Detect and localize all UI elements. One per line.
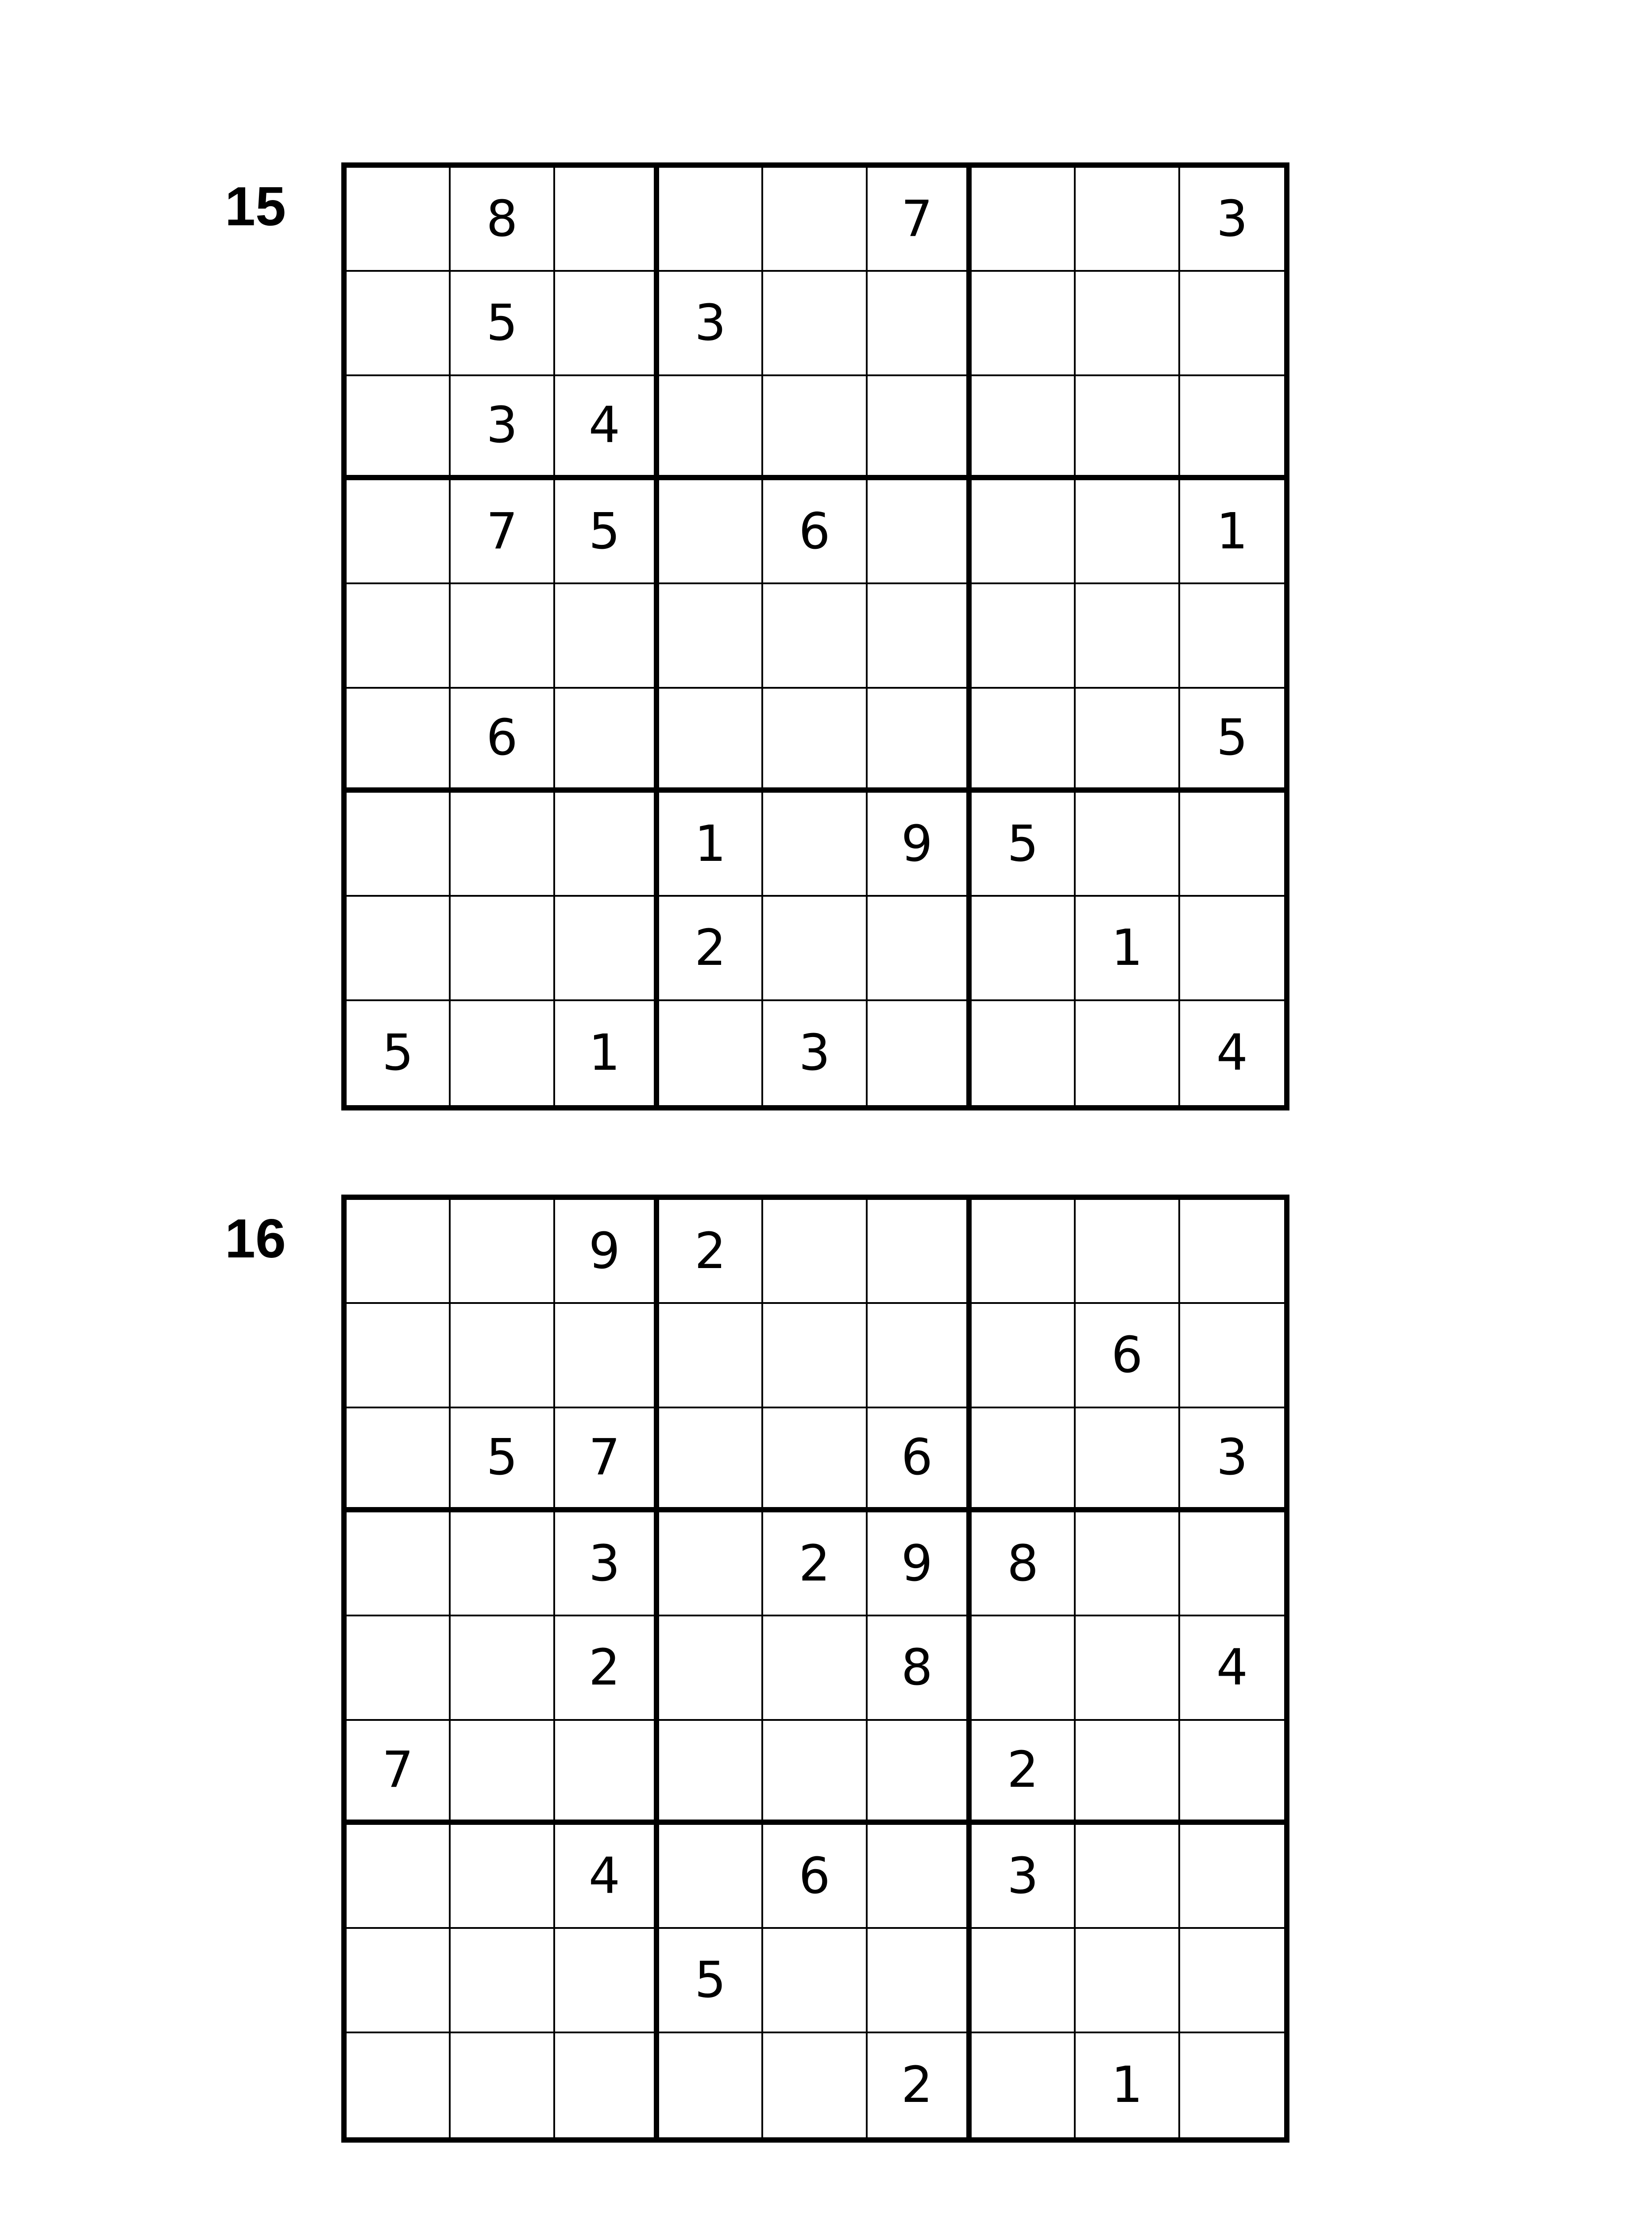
sudoku-cell[interactable]: 5 <box>659 1929 763 2033</box>
sudoku-cell[interactable] <box>972 1408 1076 1512</box>
sudoku-cell[interactable]: 2 <box>659 897 763 1001</box>
sudoku-cell[interactable] <box>1180 793 1284 897</box>
sudoku-cell[interactable] <box>555 584 659 688</box>
sudoku-cell[interactable] <box>659 376 763 480</box>
sudoku-cell[interactable] <box>972 272 1076 376</box>
sudoku-cell[interactable] <box>763 1200 867 1304</box>
sudoku-cell[interactable]: 2 <box>763 1512 867 1616</box>
sudoku-cell[interactable] <box>347 897 451 1001</box>
sudoku-cell[interactable] <box>868 1929 972 2033</box>
sudoku-cell[interactable] <box>1076 168 1180 272</box>
sudoku-cell[interactable] <box>659 1825 763 1929</box>
sudoku-cell[interactable] <box>763 272 867 376</box>
sudoku-cell[interactable] <box>972 1200 1076 1304</box>
sudoku-cell[interactable]: 5 <box>1180 689 1284 793</box>
sudoku-cell[interactable]: 1 <box>659 793 763 897</box>
sudoku-cell[interactable]: 2 <box>659 1200 763 1304</box>
sudoku-cell[interactable]: 9 <box>868 793 972 897</box>
sudoku-cell[interactable] <box>555 1304 659 1408</box>
sudoku-cell[interactable] <box>868 1200 972 1304</box>
sudoku-cell[interactable] <box>659 1001 763 1105</box>
sudoku-cell[interactable]: 3 <box>451 376 555 480</box>
sudoku-cell[interactable] <box>1180 2033 1284 2137</box>
sudoku-cell[interactable] <box>1180 376 1284 480</box>
sudoku-cell[interactable] <box>1180 1304 1284 1408</box>
sudoku-cell[interactable]: 5 <box>972 793 1076 897</box>
sudoku-cell[interactable] <box>1076 1001 1180 1105</box>
sudoku-cell[interactable]: 6 <box>763 480 867 584</box>
puzzle-number: 15 <box>225 176 286 237</box>
sudoku-cell[interactable] <box>972 897 1076 1001</box>
sudoku-cell[interactable] <box>972 1929 1076 2033</box>
sudoku-cell[interactable]: 2 <box>555 1616 659 1720</box>
sudoku-cell[interactable]: 7 <box>347 1721 451 1825</box>
sudoku-cell[interactable] <box>1076 689 1180 793</box>
sudoku-cell[interactable] <box>763 1408 867 1512</box>
sudoku-cell[interactable] <box>1076 376 1180 480</box>
sudoku-cell[interactable] <box>347 2033 451 2137</box>
sudoku-cell[interactable] <box>659 584 763 688</box>
sudoku-cell[interactable]: 6 <box>1076 1304 1180 1408</box>
sudoku-cell[interactable] <box>347 1929 451 2033</box>
sudoku-cell[interactable]: 1 <box>555 1001 659 1105</box>
sudoku-cell[interactable] <box>659 1408 763 1512</box>
sudoku-cell[interactable] <box>763 584 867 688</box>
sudoku-cell[interactable] <box>451 1721 555 1825</box>
sudoku-cell[interactable] <box>868 480 972 584</box>
sudoku-cell[interactable] <box>972 1001 1076 1105</box>
sudoku-cell[interactable]: 6 <box>451 689 555 793</box>
sudoku-cell[interactable] <box>451 1929 555 2033</box>
sudoku-cell[interactable] <box>451 1512 555 1616</box>
sudoku-cell[interactable] <box>659 689 763 793</box>
sudoku-cell[interactable] <box>1076 584 1180 688</box>
sudoku-cell[interactable] <box>763 2033 867 2137</box>
sudoku-cell[interactable] <box>972 689 1076 793</box>
sudoku-cell[interactable] <box>763 1616 867 1720</box>
sudoku-cell[interactable] <box>1076 1512 1180 1616</box>
sudoku-cell[interactable] <box>347 480 451 584</box>
sudoku-cell[interactable]: 7 <box>868 168 972 272</box>
sudoku-cell[interactable]: 7 <box>555 1408 659 1512</box>
sudoku-cell[interactable]: 7 <box>451 480 555 584</box>
sudoku-cell[interactable] <box>1076 1721 1180 1825</box>
sudoku-cell[interactable] <box>555 897 659 1001</box>
sudoku-cell[interactable] <box>555 793 659 897</box>
sudoku-cell[interactable] <box>555 1929 659 2033</box>
sudoku-cell[interactable] <box>555 272 659 376</box>
sudoku-cell[interactable] <box>659 1616 763 1720</box>
sudoku-cell[interactable] <box>659 2033 763 2137</box>
sudoku-cell[interactable] <box>763 897 867 1001</box>
sudoku-cell[interactable] <box>659 168 763 272</box>
sudoku-cell[interactable] <box>763 689 867 793</box>
sudoku-cell[interactable] <box>347 168 451 272</box>
sudoku-cell[interactable]: 5 <box>451 1408 555 1512</box>
sudoku-cell[interactable]: 8 <box>451 168 555 272</box>
sudoku-cell[interactable] <box>763 793 867 897</box>
sudoku-cell[interactable] <box>347 584 451 688</box>
sudoku-cell[interactable]: 3 <box>1180 1408 1284 1512</box>
sudoku-cell[interactable]: 3 <box>763 1001 867 1105</box>
sudoku-cell[interactable] <box>451 2033 555 2137</box>
sudoku-cell[interactable] <box>555 2033 659 2137</box>
sudoku-cell[interactable] <box>1076 793 1180 897</box>
sudoku-cell[interactable] <box>451 1001 555 1105</box>
sudoku-cell[interactable]: 1 <box>1076 897 1180 1001</box>
sudoku-cell[interactable] <box>868 1721 972 1825</box>
sudoku-cell[interactable] <box>868 1825 972 1929</box>
sudoku-cell[interactable]: 2 <box>868 2033 972 2137</box>
sudoku-cell[interactable] <box>972 480 1076 584</box>
sudoku-cell[interactable] <box>347 1616 451 1720</box>
sudoku-cell[interactable] <box>1076 1616 1180 1720</box>
sudoku-cell[interactable] <box>451 793 555 897</box>
sudoku-cell[interactable]: 3 <box>972 1825 1076 1929</box>
sudoku-cell[interactable] <box>1180 1825 1284 1929</box>
sudoku-cell[interactable] <box>347 1825 451 1929</box>
sudoku-cell[interactable] <box>347 793 451 897</box>
sudoku-cell[interactable] <box>763 1304 867 1408</box>
sudoku-grid <box>341 1195 1289 2143</box>
sudoku-cell[interactable] <box>763 1929 867 2033</box>
sudoku-cell[interactable]: 8 <box>868 1616 972 1720</box>
sudoku-cell[interactable]: 3 <box>555 1512 659 1616</box>
sudoku-cell[interactable] <box>763 376 867 480</box>
sudoku-grid <box>341 162 1289 1110</box>
sudoku-cell[interactable]: 6 <box>763 1825 867 1929</box>
sudoku-cell[interactable]: 9 <box>868 1512 972 1616</box>
puzzle-number: 16 <box>225 1208 286 1269</box>
sudoku-cell[interactable] <box>763 1721 867 1825</box>
sudoku-cell[interactable] <box>451 1200 555 1304</box>
sudoku-cell[interactable] <box>1180 1929 1284 2033</box>
sudoku-cell[interactable] <box>451 897 555 1001</box>
sudoku-cell[interactable] <box>868 1001 972 1105</box>
sudoku-cell[interactable] <box>1076 1408 1180 1512</box>
sudoku-cell[interactable] <box>868 897 972 1001</box>
sudoku-cell[interactable] <box>451 1825 555 1929</box>
sudoku-cell[interactable] <box>451 584 555 688</box>
sudoku-cell[interactable]: 2 <box>972 1721 1076 1825</box>
sudoku-cell[interactable] <box>659 480 763 584</box>
sudoku-cell[interactable]: 5 <box>347 1001 451 1105</box>
sudoku-cell[interactable] <box>451 1304 555 1408</box>
sudoku-cell[interactable] <box>1076 1825 1180 1929</box>
sudoku-cell[interactable] <box>451 1616 555 1720</box>
sudoku-cell[interactable] <box>1180 1721 1284 1825</box>
sudoku-cell[interactable] <box>347 1200 451 1304</box>
sudoku-cell[interactable] <box>659 1512 763 1616</box>
sudoku-cell[interactable] <box>1180 272 1284 376</box>
sudoku-cell[interactable] <box>1180 1200 1284 1304</box>
sudoku-cell[interactable]: 5 <box>451 272 555 376</box>
sudoku-cell[interactable] <box>972 2033 1076 2137</box>
sudoku-cell[interactable]: 6 <box>868 1408 972 1512</box>
sudoku-cell[interactable] <box>1180 584 1284 688</box>
sudoku-cell[interactable]: 3 <box>659 272 763 376</box>
sudoku-cell[interactable] <box>347 272 451 376</box>
sudoku-cell[interactable] <box>347 1512 451 1616</box>
sudoku-cell[interactable] <box>1076 1929 1180 2033</box>
sudoku-cell[interactable] <box>868 272 972 376</box>
sudoku-cell[interactable] <box>555 168 659 272</box>
sudoku-cell[interactable] <box>972 1616 1076 1720</box>
sudoku-cell[interactable] <box>972 1304 1076 1408</box>
sudoku-cell[interactable]: 8 <box>972 1512 1076 1616</box>
sudoku-cell[interactable] <box>1180 897 1284 1001</box>
sudoku-cell[interactable]: 4 <box>1180 1616 1284 1720</box>
sudoku-cell[interactable] <box>1180 1512 1284 1616</box>
sudoku-cell[interactable] <box>972 584 1076 688</box>
sudoku-cell[interactable] <box>868 689 972 793</box>
sudoku-cell[interactable] <box>1076 272 1180 376</box>
sudoku-cell[interactable] <box>868 376 972 480</box>
sudoku-cell[interactable]: 4 <box>1180 1001 1284 1105</box>
sudoku-cell[interactable] <box>659 1721 763 1825</box>
sudoku-cell[interactable] <box>347 1408 451 1512</box>
sudoku-cell[interactable] <box>868 584 972 688</box>
sudoku-cell[interactable] <box>555 1721 659 1825</box>
sudoku-cell[interactable] <box>347 1304 451 1408</box>
sudoku-cell[interactable]: 4 <box>555 1825 659 1929</box>
sudoku-cell[interactable]: 3 <box>1180 168 1284 272</box>
sudoku-cell[interactable] <box>347 689 451 793</box>
sudoku-cell[interactable] <box>347 376 451 480</box>
sudoku-cell[interactable]: 1 <box>1076 2033 1180 2137</box>
sudoku-cell[interactable] <box>1076 1200 1180 1304</box>
sudoku-cell[interactable]: 5 <box>555 480 659 584</box>
sudoku-cell[interactable] <box>1076 480 1180 584</box>
sudoku-cell[interactable] <box>868 1304 972 1408</box>
sudoku-cell[interactable] <box>972 168 1076 272</box>
sudoku-cell[interactable] <box>972 376 1076 480</box>
sudoku-cell[interactable] <box>659 1304 763 1408</box>
sudoku-cell[interactable]: 9 <box>555 1200 659 1304</box>
sudoku-cell[interactable] <box>555 689 659 793</box>
sudoku-cell[interactable]: 4 <box>555 376 659 480</box>
sudoku-cell[interactable]: 1 <box>1180 480 1284 584</box>
sudoku-cell[interactable] <box>763 168 867 272</box>
